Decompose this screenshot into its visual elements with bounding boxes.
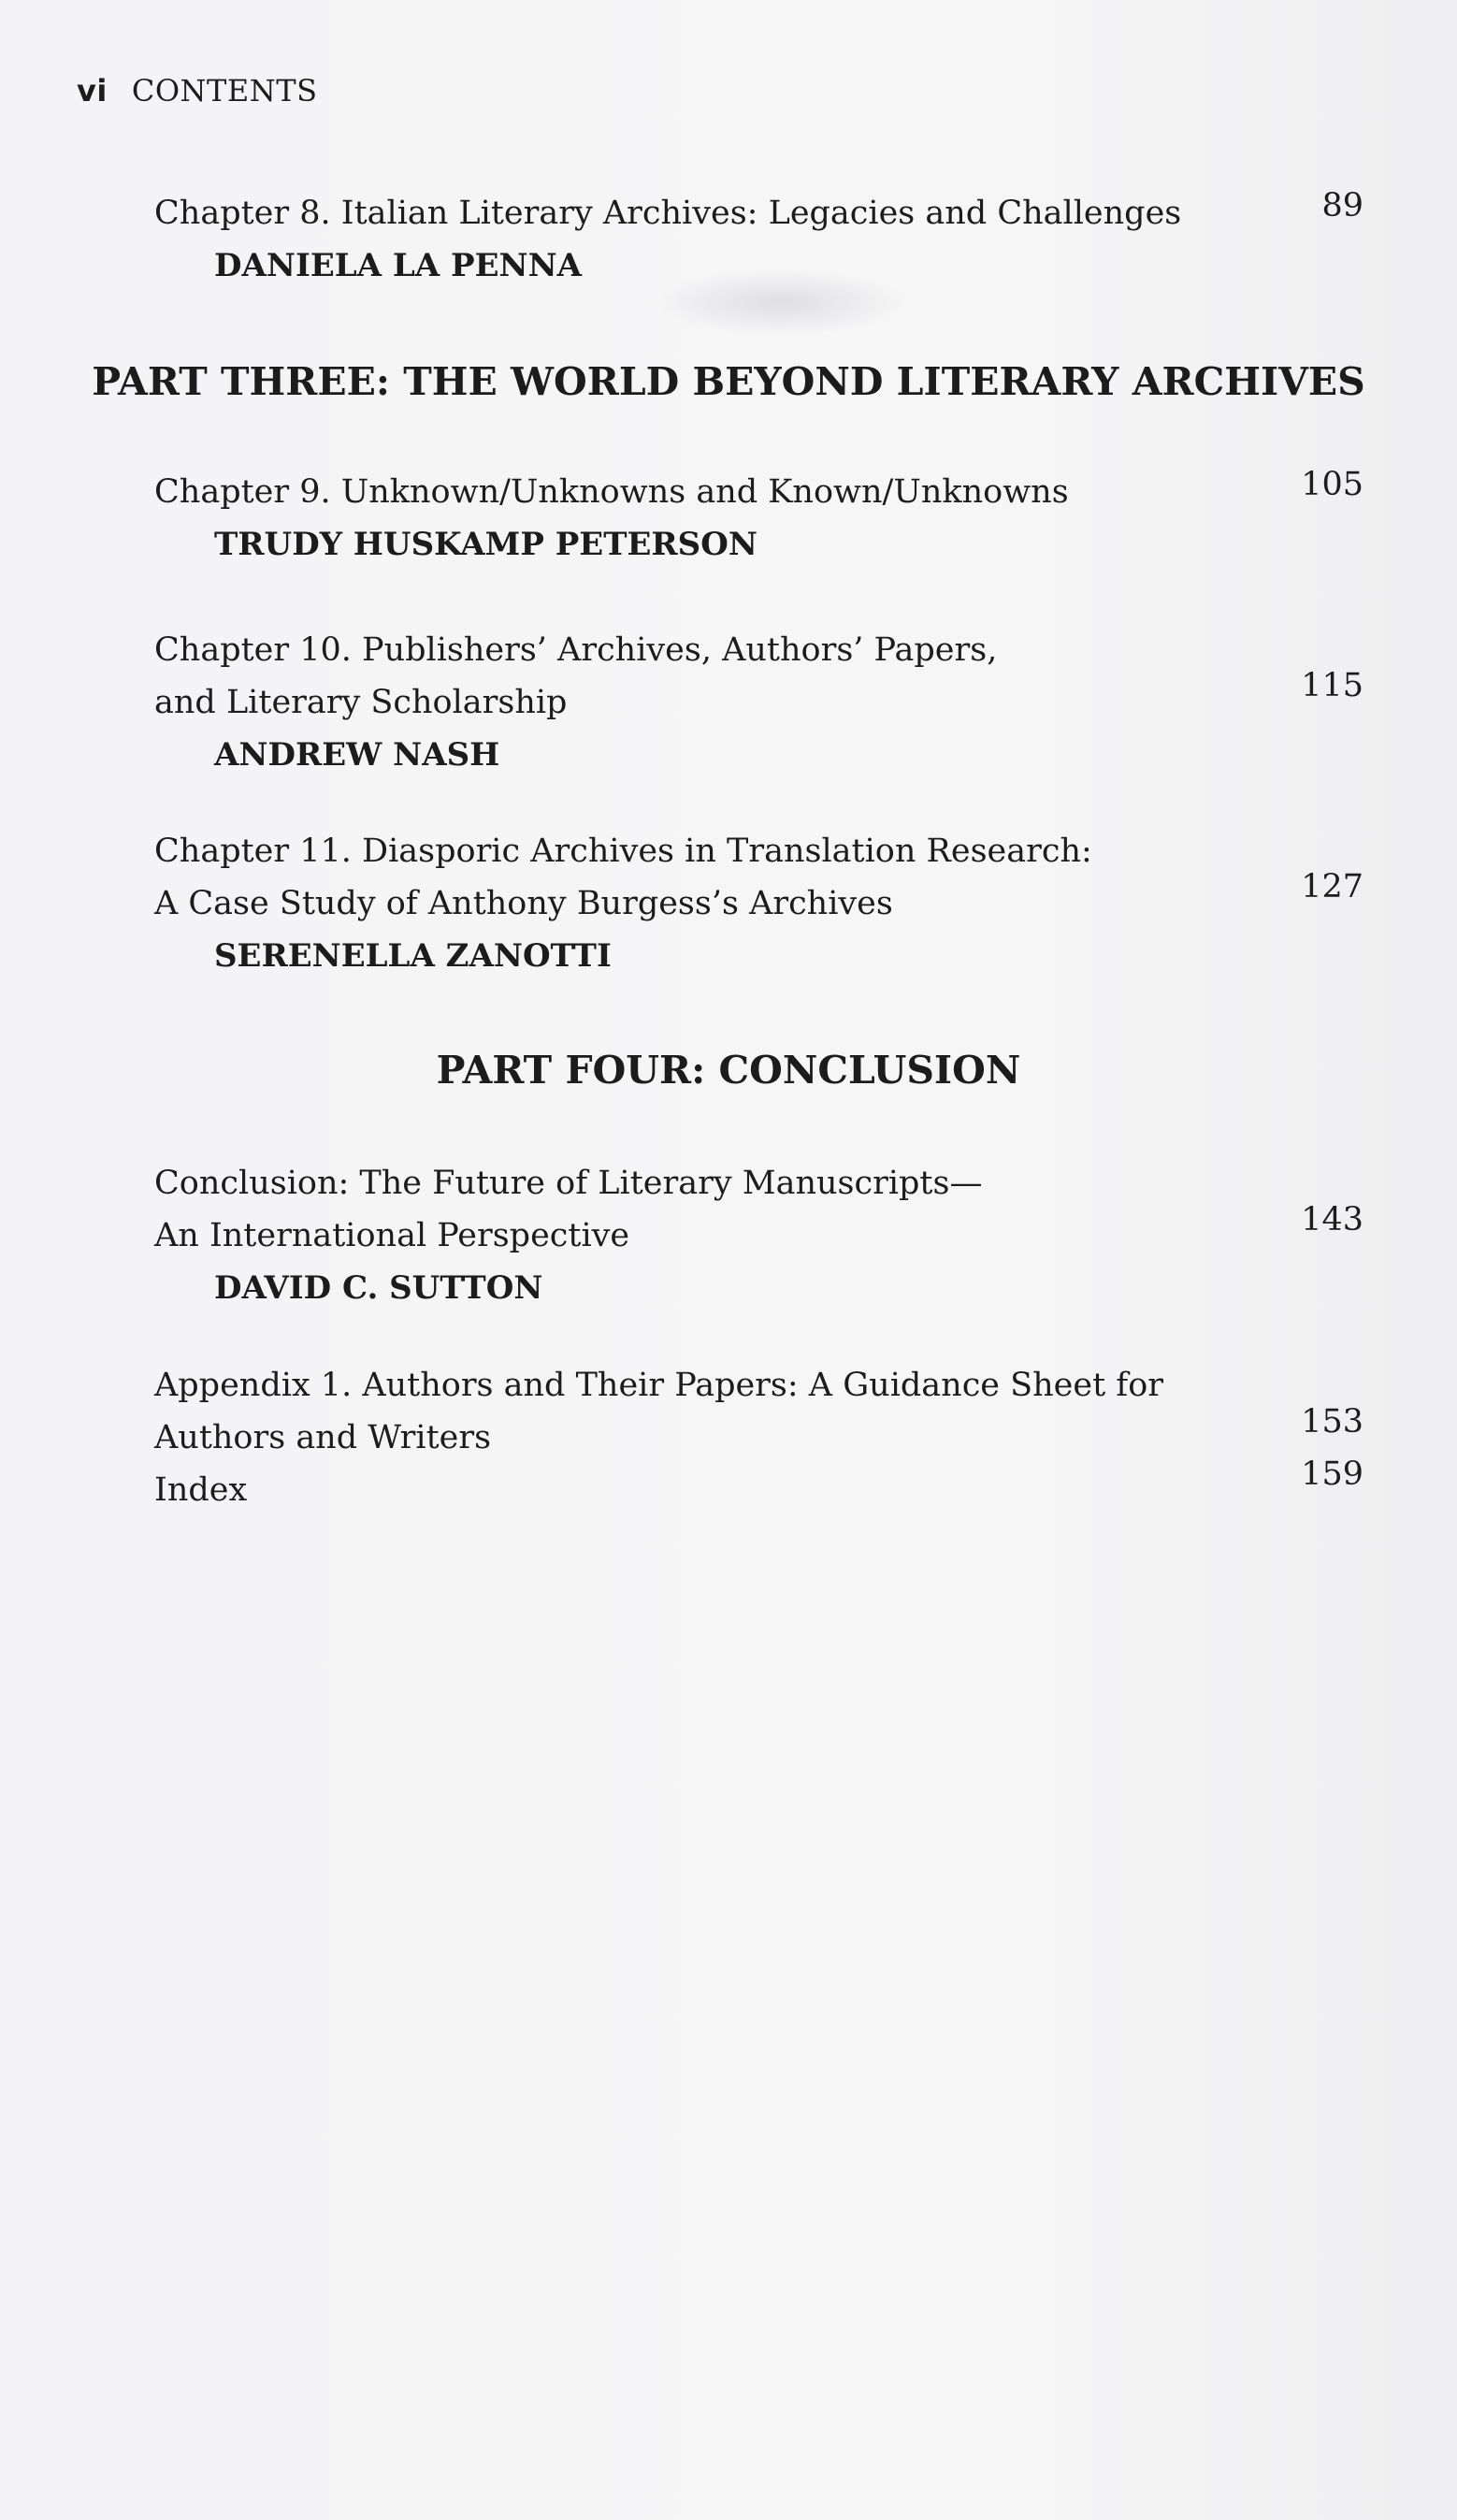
toc-entry-chapter-9	[154, 466, 1370, 571]
entry-page-number: 153	[1301, 1403, 1363, 1441]
entry-page-number: 89	[1321, 187, 1363, 224]
entry-page-number: 143	[1301, 1201, 1363, 1238]
entry-title-line: Appendix 1. Authors and Their Papers: A Guidance Sheet for	[154, 1367, 1164, 1404]
part-heading: PART FOUR: CONCLUSION	[436, 1048, 1021, 1093]
entry-title-line: Index	[154, 1471, 248, 1509]
part-heading: PART THREE: THE WORLD BEYOND LITERARY ARCHIVES	[92, 359, 1365, 404]
running-head	[77, 73, 318, 109]
entry-page-number: 159	[1301, 1456, 1363, 1493]
toc-entry-chapter-10	[154, 624, 1370, 781]
toc-entry-index	[154, 1464, 1370, 1516]
entry-title-line: An International Perspective	[154, 1217, 630, 1254]
entry-author: DANIELA LA PENNA	[214, 247, 583, 284]
toc-entry-appendix-1	[154, 1359, 1370, 1464]
entry-title-line: Authors and Writers	[154, 1419, 492, 1456]
entry-author: TRUDY HUSKAMP PETERSON	[214, 526, 757, 563]
entry-title-line: Chapter 8. Italian Literary Archives: Legacies and Challenges	[154, 195, 1182, 232]
page-folio: vi	[77, 73, 108, 109]
toc-entry-chapter-11	[154, 825, 1370, 982]
entry-title-line: Conclusion: The Future of Literary Manuscripts—	[154, 1165, 983, 1202]
entry-author: DAVID C. SUTTON	[214, 1269, 543, 1307]
entry-page-number: 105	[1301, 466, 1363, 503]
entry-title-line: Chapter 9. Unknown/Unknowns and Known/Unknowns	[154, 473, 1069, 511]
entry-title-line: and Literary Scholarship	[154, 684, 568, 721]
running-head-label: CONTENTS	[131, 73, 318, 109]
entry-author: SERENELLA ZANOTTI	[214, 937, 612, 975]
entry-title-line: A Case Study of Anthony Burgess’s Archives	[154, 885, 893, 922]
toc-entry-conclusion	[154, 1157, 1370, 1314]
entry-title-line: Chapter 11. Diasporic Archives in Translation Research:	[154, 833, 1092, 870]
toc-entry-chapter-8	[154, 187, 1370, 292]
entry-author: ANDREW NASH	[214, 736, 500, 774]
entry-page-number: 127	[1301, 868, 1363, 905]
entry-title-line: Chapter 10. Publishers’ Archives, Authors’ Papers,	[154, 631, 998, 669]
entry-page-number: 115	[1301, 667, 1363, 704]
